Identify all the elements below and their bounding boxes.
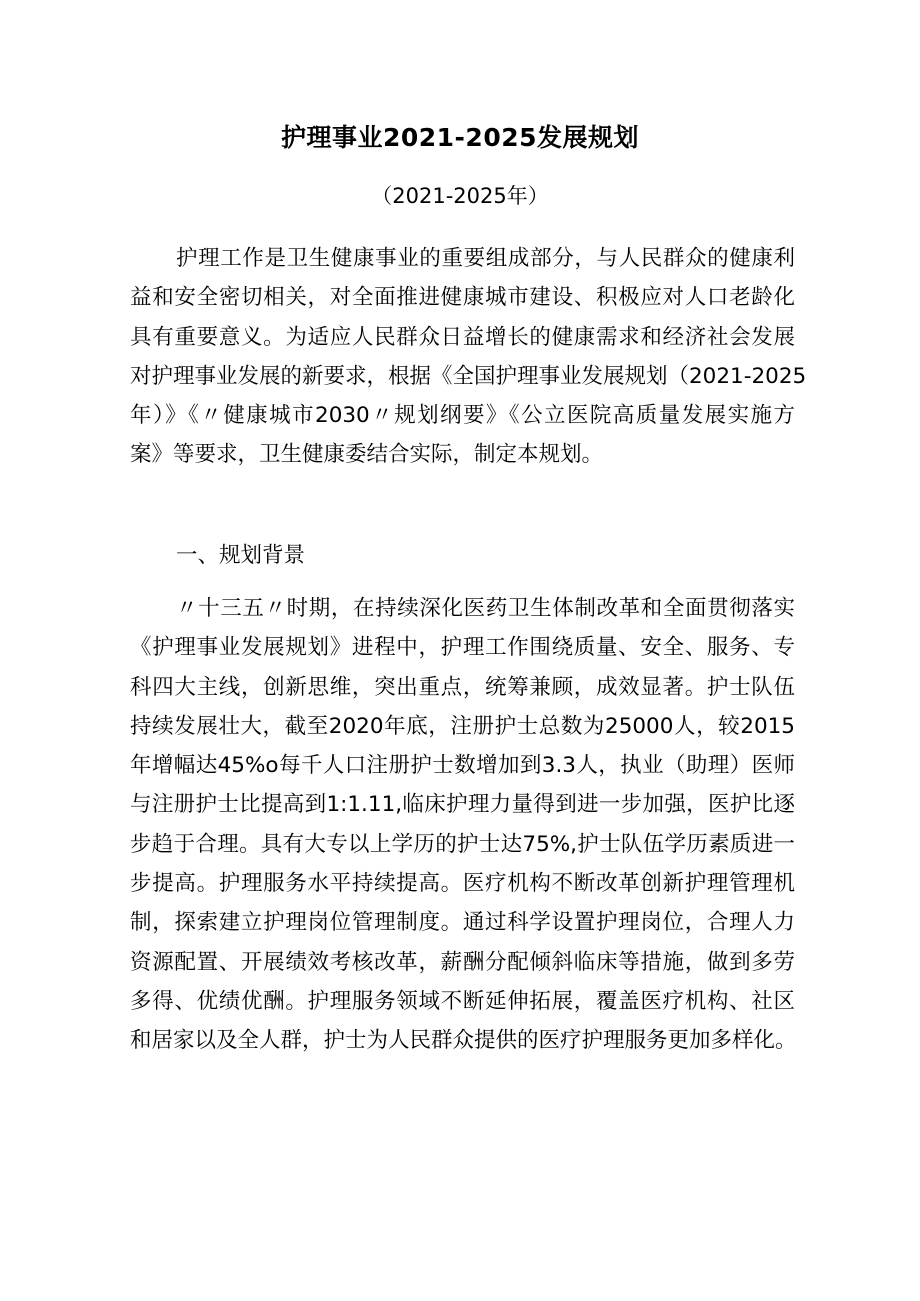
paragraph-line: 资源配置、开展绩效考核改革，薪酬分配倾斜临床等措施，做到多劳 — [130, 949, 795, 975]
paragraph-line: 与注册护士比提高到1:1.11,临床护理力量得到进一步加强，医护比逐 — [130, 792, 795, 818]
document-subtitle: （2021-2025年） — [371, 184, 549, 208]
paragraph-line: 年增幅达45%o每千人口注册护士数增加到3.3人，执业（助理）医师 — [130, 753, 795, 779]
paragraph-line: 和居家以及全人群，护士为人民群众提供的医疗护理服务更加多样化。 — [130, 1028, 797, 1054]
paragraph-line: 制，探索建立护理岗位管理制度。通过科学设置护理岗位，合理人力 — [130, 910, 795, 936]
background-paragraph — [130, 589, 795, 1061]
paragraph-line: 〃十三五〃时期，在持续深化医药卫生体制改革和全面贯彻落实 — [176, 596, 795, 621]
paragraph-line: 具有重要意义。为适应人民群众日益增长的健康需求和经济社会发展 — [130, 324, 795, 350]
paragraph-line: 案》等要求，卫生健康委结合实际，制定本规划。 — [130, 442, 604, 468]
paragraph-line: 《护理事业发展规划》进程中，护理工作围绕质量、安全、服务、专 — [130, 635, 795, 661]
intro-paragraph — [130, 239, 807, 475]
paragraph-line: 护理工作是卫生健康事业的重要组成部分，与人民群众的健康利 — [176, 246, 795, 271]
document-title: 护理事业2021-2025发展规划 — [280, 123, 640, 152]
paragraph-line: 益和安全密切相关，对全面推进健康城市建设、积极应对人口老龄化 — [130, 285, 795, 311]
section-heading: 一、规划背景 — [176, 543, 306, 568]
paragraph-line: 步趋于合理。具有大专以上学历的护士达75%,护士队伍学历素质进一 — [130, 831, 795, 857]
paragraph-line: 科四大主线，创新思维，突出重点，统筹兼顾，成效显著。护士队伍 — [130, 674, 795, 700]
paragraph-line: 步提高。护理服务水平持续提高。医疗机构不断改革创新护理管理机 — [130, 871, 795, 897]
paragraph-line: 多得、优绩优酬。护理服务领域不断延伸拓展，覆盖医疗机构、社区 — [130, 988, 795, 1014]
paragraph-line: 对护理事业发展的新要求，根据《全国护理事业发展规划（2021-2025 — [130, 363, 807, 389]
paragraph-line: 年）》《〃健康城市2030〃规划纲要》《公立医院高质量发展实施方 — [130, 403, 795, 429]
paragraph-line: 持续发展壮大，截至2020年底，注册护士总数为25000人，较2015 — [130, 713, 795, 739]
